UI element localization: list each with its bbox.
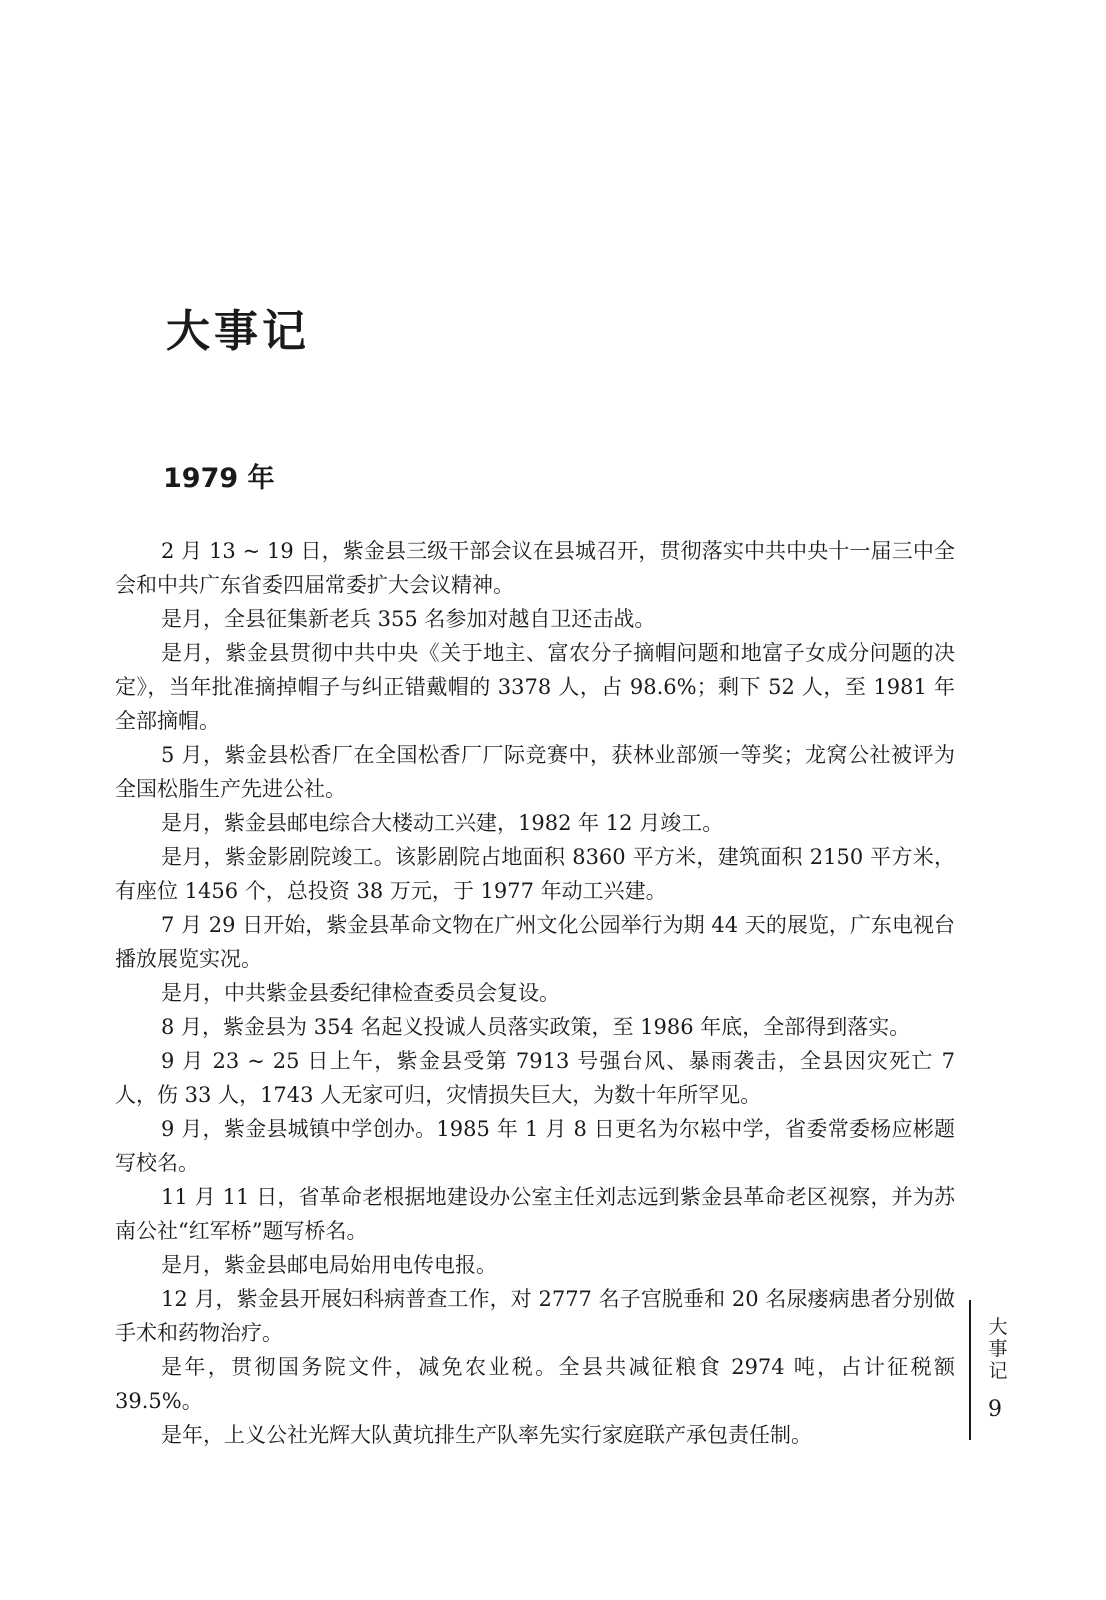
chronicle-entry: 是年，贯彻国务院文件，减免农业税。全县共减征粮食 2974 吨，占计征税额 39.5%。 [115, 1355, 955, 1413]
chronicle-entry: 是月，紫金县贯彻中共中央《关于地主、富农分子摘帽问题和地富子女成分问题的决定》，当年批准摘掉帽子与纠正错戴帽的 3378 人，占 98.6%；剩下 52 人，至 1981 年全部摘帽。 [115, 641, 955, 733]
page-title: 大事记 [166, 306, 310, 357]
margin-rule [969, 1300, 971, 1440]
section-label-char: 大 [988, 1316, 1008, 1338]
chronicle-entry: 8 月，紫金县为 354 名起义投诚人员落实政策，至 1986 年底，全部得到落实。 [161, 1015, 911, 1039]
chronicle-entry: 是年，上义公社光辉大队黄坑排生产队率先实行家庭联产承包责任制。 [161, 1423, 812, 1447]
chronicle-entry: 是月，紫金影剧院竣工。该影剧院占地面积 8360 平方米，建筑面积 2150 平方米，有座位 1456 个，总投资 38 万元，于 1977 年动工兴建。 [115, 845, 955, 903]
section-label-char: 记 [988, 1360, 1008, 1382]
page-number: 9 [988, 1397, 1002, 1422]
chronicle-entry: 11 月 11 日，省革命老根据地建设办公室主任刘志远到紫金县革命老区视察，并为苏南公社“红军桥”题写桥名。 [115, 1185, 955, 1243]
section-label-char: 事 [988, 1338, 1008, 1360]
chronicle-entry: 是月，全县征集新老兵 355 名参加对越自卫还击战。 [161, 607, 656, 631]
chronicle-entry: 5 月，紫金县松香厂在全国松香厂厂际竞赛中，获林业部颁一等奖；龙窝公社被评为全国松脂生产先进公社。 [115, 743, 955, 801]
running-section-label [986, 1316, 1010, 1382]
chronicle-entry: 是月，紫金县邮电局始用电传电报。 [161, 1253, 497, 1277]
chronicle-entry: 9 月 23 ~ 25 日上午，紫金县受第 7913 号强台风、暴雨袭击，全县因灾死亡 7 人，伤 33 人，1743 人无家可归，灾情损失巨大，为数十年所罕见。 [115, 1049, 955, 1107]
chronicle-entry: 12 月，紫金县开展妇科病普查工作，对 2777 名子宫脱垂和 20 名尿瘘病患者分别做手术和药物治疗。 [115, 1287, 955, 1345]
chronicle-entry: 是月，紫金县邮电综合大楼动工兴建，1982 年 12 月竣工。 [161, 811, 724, 835]
chronicle-entry: 7 月 29 日开始，紫金县革命文物在广州文化公园举行为期 44 天的展览，广东电视台播放展览实况。 [115, 913, 955, 971]
chronicle-entry: 9 月，紫金县城镇中学创办。1985 年 1 月 8 日更名为尔崧中学，省委常委杨应彬题写校名。 [115, 1117, 955, 1175]
chronicle-entry: 是月，中共紫金县委纪律检查委员会复设。 [161, 981, 560, 1005]
year-heading: 1979 年 [163, 463, 275, 494]
chronicle-entries [115, 534, 955, 1452]
chronicle-entry: 2 月 13 ~ 19 日，紫金县三级干部会议在县城召开，贯彻落实中共中央十一届三中全会和中共广东省委四届常委扩大会议精神。 [115, 539, 955, 597]
